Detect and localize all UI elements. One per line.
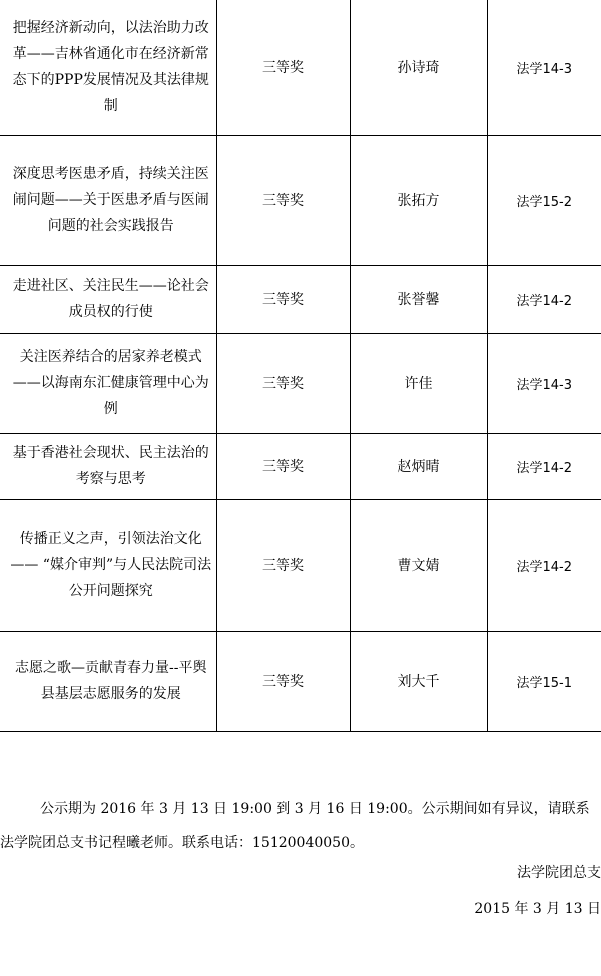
student-name: 刘大千 [350, 631, 487, 731]
class-name: 法学15-1 [487, 631, 601, 731]
class-name: 法学14-2 [487, 499, 601, 631]
class-name: 法学15-2 [487, 135, 601, 265]
award-level: 三等奖 [216, 631, 350, 731]
project-title: 传播正义之声，引领法治文化—— “媒介审判”与人民法院司法公开问题探究 [0, 499, 216, 631]
class-name: 法学14-2 [487, 265, 601, 333]
class-name: 法学14-3 [487, 0, 601, 135]
award-level: 三等奖 [216, 0, 350, 135]
award-level: 三等奖 [216, 499, 350, 631]
student-name: 赵炳晴 [350, 433, 487, 499]
award-level: 三等奖 [216, 433, 350, 499]
award-level: 三等奖 [216, 135, 350, 265]
table-row [0, 499, 601, 631]
issue-date: 2015 年 3 月 13 日 [474, 901, 601, 917]
project-title: 基于香港社会现状、民主法治的考察与思考 [0, 433, 216, 499]
student-name: 张拓方 [350, 135, 487, 265]
student-name: 张誉馨 [350, 265, 487, 333]
project-title: 深度思考医患矛盾，持续关注医闹问题——关于医患矛盾与医闹问题的社会实践报告 [0, 135, 216, 265]
student-name: 孙诗琦 [350, 0, 487, 135]
table-row [0, 433, 601, 499]
issuer-name: 法学院团总支 [517, 865, 601, 881]
notice-section [0, 792, 601, 860]
table-row [0, 135, 601, 265]
award-level: 三等奖 [216, 333, 350, 433]
table-row [0, 265, 601, 333]
class-name: 法学14-2 [487, 433, 601, 499]
student-name: 许佳 [350, 333, 487, 433]
project-title: 把握经济新动向，以法治助力改革——吉林省通化市在经济新常态下的PPP发展情况及其法律规制 [0, 0, 216, 135]
class-name: 法学14-3 [487, 333, 601, 433]
project-title: 关注医养结合的居家养老模式——以海南东汇健康管理中心为例 [0, 333, 216, 433]
project-title: 走进社区、关注民生——论社会成员权的行使 [0, 265, 216, 333]
table-row [0, 333, 601, 433]
notice-text: 公示期为 2016 年 3 月 13 日 19:00 到 3 月 16 日 19:00。公示期间如有异议，请联系法学院团总支书记程曦老师。联系电话：15120040050。 [0, 801, 590, 851]
award-level: 三等奖 [216, 265, 350, 333]
table-row [0, 631, 601, 731]
student-name: 曹文婧 [350, 499, 487, 631]
project-title: 志愿之歌—贡献青春力量--平舆县基层志愿服务的发展 [0, 631, 216, 731]
table-row [0, 0, 601, 135]
